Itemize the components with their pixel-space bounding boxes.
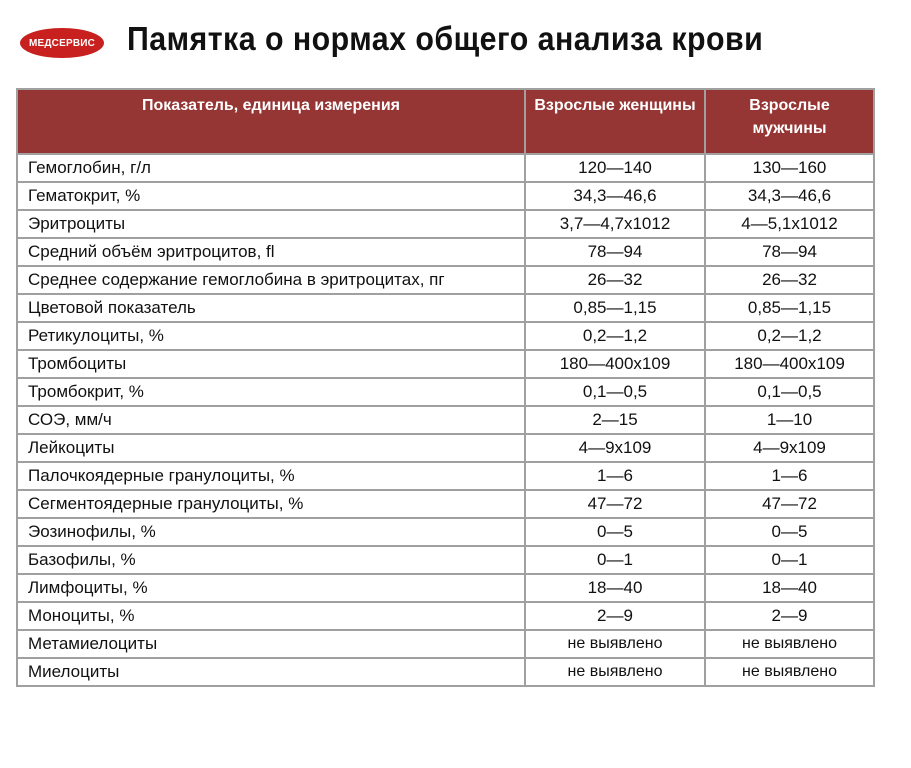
women-value-cell: 26—32 — [525, 266, 705, 294]
parameter-cell: Тромбоциты — [17, 350, 525, 378]
table-row — [17, 490, 874, 518]
men-value-cell: 78—94 — [705, 238, 874, 266]
men-value-cell: 18—40 — [705, 574, 874, 602]
parameter-cell: Сегментоядерные гранулоциты, % — [17, 490, 525, 518]
women-value-cell: 0,1—0,5 — [525, 378, 705, 406]
men-value-cell: 0,1—0,5 — [705, 378, 874, 406]
men-value-cell: 0,2—1,2 — [705, 322, 874, 350]
parameter-cell: Цветовой показатель — [17, 294, 525, 322]
table-row — [17, 574, 874, 602]
table-row — [17, 294, 874, 322]
women-value-cell: 34,3—46,6 — [525, 182, 705, 210]
parameter-cell: Эозинофилы, % — [17, 518, 525, 546]
men-value-cell: 180—400х109 — [705, 350, 874, 378]
women-value-cell: 2—9 — [525, 602, 705, 630]
men-value-cell: 1—10 — [705, 406, 874, 434]
table-row — [17, 602, 874, 630]
parameter-cell: Тромбокрит, % — [17, 378, 525, 406]
women-value-cell: 2—15 — [525, 406, 705, 434]
table-row — [17, 406, 874, 434]
table-row — [17, 322, 874, 350]
parameter-cell: Моноциты, % — [17, 602, 525, 630]
parameter-cell: Эритроциты — [17, 210, 525, 238]
page-title: Памятка о нормах общего анализа крови — [127, 20, 764, 57]
table-row — [17, 350, 874, 378]
men-value-cell: 1—6 — [705, 462, 874, 490]
men-value-cell: 47—72 — [705, 490, 874, 518]
women-value-cell: 78—94 — [525, 238, 705, 266]
parameter-cell: Гематокрит, % — [17, 182, 525, 210]
men-value-cell: 4—9х109 — [705, 434, 874, 462]
women-value-cell: 0,85—1,15 — [525, 294, 705, 322]
women-value-cell: 0,2—1,2 — [525, 322, 705, 350]
page-header — [0, 0, 911, 80]
blood-test-norms-table — [16, 88, 875, 687]
table-header-row — [17, 89, 874, 154]
medservice-logo: МЕДСЕРВИС — [20, 28, 104, 58]
parameter-cell: СОЭ, мм/ч — [17, 406, 525, 434]
parameter-cell: Лейкоциты — [17, 434, 525, 462]
women-value-cell: 180—400х109 — [525, 350, 705, 378]
parameter-cell: Ретикулоциты, % — [17, 322, 525, 350]
men-value-cell: 0—1 — [705, 546, 874, 574]
men-value-cell: 26—32 — [705, 266, 874, 294]
table-row — [17, 266, 874, 294]
women-value-cell: 3,7—4,7х1012 — [525, 210, 705, 238]
women-value-cell: 0—5 — [525, 518, 705, 546]
table-row — [17, 462, 874, 490]
parameter-cell: Лимфоциты, % — [17, 574, 525, 602]
men-value-cell: не выявлено — [705, 658, 874, 686]
table-row — [17, 154, 874, 182]
parameter-cell: Среднее содержание гемоглобина в эритроцитах, пг — [17, 266, 525, 294]
table-row — [17, 658, 874, 686]
women-value-cell: 0—1 — [525, 546, 705, 574]
men-value-cell: 0,85—1,15 — [705, 294, 874, 322]
parameter-cell: Палочкоядерные гранулоциты, % — [17, 462, 525, 490]
women-value-cell: 47—72 — [525, 490, 705, 518]
table-row — [17, 378, 874, 406]
women-value-cell: 18—40 — [525, 574, 705, 602]
men-value-cell: 4—5,1х1012 — [705, 210, 874, 238]
parameter-cell: Базофилы, % — [17, 546, 525, 574]
table-row — [17, 238, 874, 266]
men-value-cell: 130—160 — [705, 154, 874, 182]
table-row — [17, 434, 874, 462]
parameter-cell: Метамиелоциты — [17, 630, 525, 658]
parameter-cell: Миелоциты — [17, 658, 525, 686]
men-value-cell: 34,3—46,6 — [705, 182, 874, 210]
women-value-cell: не выявлено — [525, 630, 705, 658]
table-row — [17, 546, 874, 574]
men-value-cell: 2—9 — [705, 602, 874, 630]
parameter-cell: Средний объём эритроцитов, fl — [17, 238, 525, 266]
women-value-cell: 1—6 — [525, 462, 705, 490]
men-value-cell: не выявлено — [705, 630, 874, 658]
women-value-cell: не выявлено — [525, 658, 705, 686]
table-row — [17, 518, 874, 546]
header-men: Взрослые мужчины — [705, 89, 874, 154]
header-women: Взрослые женщины — [525, 89, 705, 154]
parameter-cell: Гемоглобин, г/л — [17, 154, 525, 182]
table-row — [17, 182, 874, 210]
header-parameter: Показатель, единица измерения — [17, 89, 525, 154]
men-value-cell: 0—5 — [705, 518, 874, 546]
women-value-cell: 120—140 — [525, 154, 705, 182]
table-row — [17, 210, 874, 238]
table-row — [17, 630, 874, 658]
women-value-cell: 4—9х109 — [525, 434, 705, 462]
